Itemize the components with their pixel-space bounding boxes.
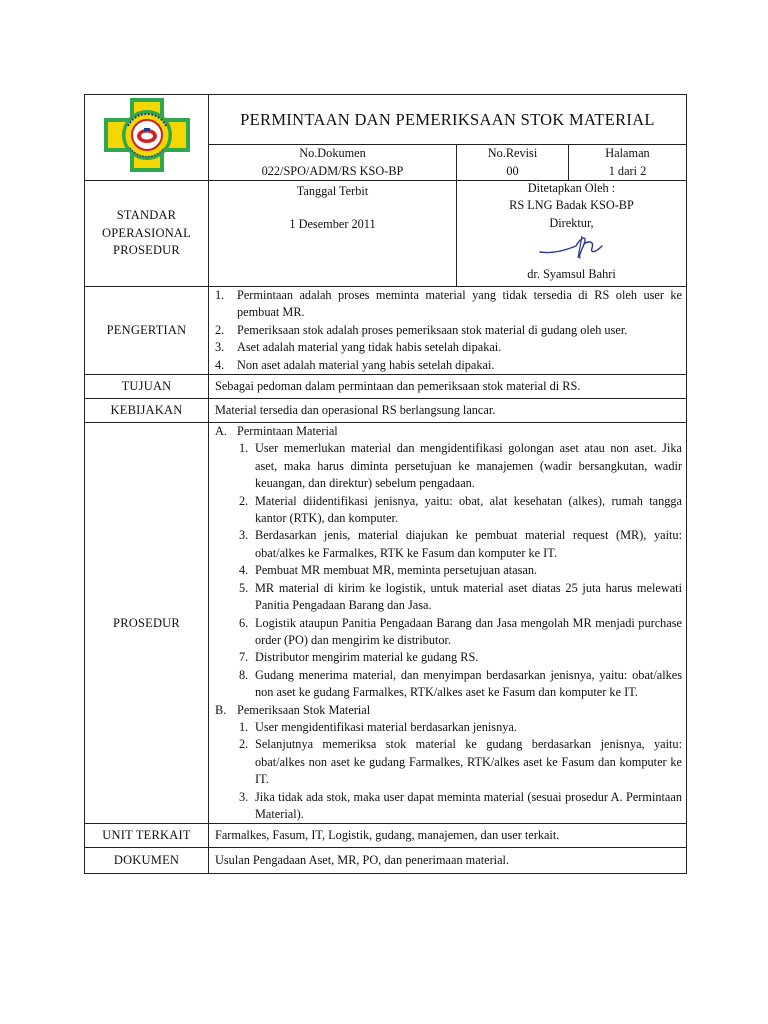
logo-cell [85,95,209,181]
section-a-list [215,440,682,701]
list-number: 2. [239,493,249,508]
list-item [239,440,682,492]
section-title: Pemeriksaan Stok Material [237,702,371,717]
approved-by-label: Ditetapkan Oleh : [527,181,616,195]
sop-table [84,94,687,874]
approved-by-org: RS LNG Badak KSO-BP [509,198,634,213]
dokumen-text: Usulan Pengadaan Aset, MR, PO, dan penerimaan material. [209,848,687,874]
issue-date-value: 1 Desember 2011 [289,217,376,232]
list-number: 1. [239,719,249,734]
approval-cell [457,181,687,287]
signature-icon [532,232,612,262]
list-text: Pembuat MR membuat MR, meminta persetujuan atasan. [255,563,538,578]
list-text: Gudang menerima material, dan menyimpan berdasarkan jenisnya, yaitu: obat/alkes non aset ke gudang Farmalkes, RTK/alkes aset ke Fasum dan komputer ke IT. [255,667,682,700]
section-letter: B. [215,702,227,717]
sop-document [84,94,686,874]
issue-date-cell [209,181,457,287]
list-number: 4. [215,357,225,372]
kebijakan-label: KEBIJAKAN [85,399,209,423]
list-number: 2. [215,322,225,337]
list-number: 6. [239,615,249,630]
hospital-cross-logo-icon [100,96,194,174]
list-item [239,736,682,788]
section-a-heading [215,423,682,440]
tujuan-label: TUJUAN [85,375,209,399]
list-text: Non aset adalah material yang habis setelah dipakai. [237,357,495,372]
kebijakan-text: Material tersedia dan operasional RS berlangsung lancar. [209,399,687,423]
unit-terkait-text: Farmalkes, Fasum, IT, Logistik, gudang, manajemen, dan user terkait. [209,824,687,848]
list-text: User memerlukan material dan mengidentifikasi golongan aset atau non aset. Jika aset, maka harus diminta persetujuan ke manajemen (wadir bersangkutan, wadir keuangan, dan direktur) sebelum pengadaan. [255,441,682,491]
pengertian-content [209,287,687,375]
list-item [239,562,682,579]
revision-value: 00 [506,163,519,178]
document-number-value: 022/SPO/ADM/RS KSO-BP [261,163,404,178]
list-item [215,357,682,374]
document-number-label: No.Dokumen [299,146,366,161]
list-text: Pemeriksaan stok adalah proses pemeriksaan stok material di gudang oleh user. [237,322,628,337]
page-cell [569,145,687,181]
list-item [239,493,682,528]
list-text: Logistik ataupun Panitia Pengadaan Barang dan Jasa mengolah MR menjadi purchase order (PO) dan mengirim ke distributor. [255,615,682,647]
spo-label-line-2: OPERASIONAL [101,225,191,240]
dokumen-label: DOKUMEN [85,848,209,874]
list-number: 3. [215,340,225,355]
pengertian-list [215,287,682,374]
list-item [239,719,682,736]
list-item [239,789,682,824]
list-text: Material diidentifikasi jenisnya, yaitu: obat, alat kesehatan (alkes), rumah tangga kantor (RTK), dan komputer. [255,493,682,526]
list-item [215,339,682,356]
list-text: Selanjutnya memeriksa stok material ke gudang berdasarkan jenisnya, yaitu: obat/alkes non aset ke gudang Farmalkes, RTK/alkes aset ke Fasum dan komputer ke IT. [255,737,682,787]
spo-label [85,181,209,287]
list-item [215,287,682,322]
list-text: Aset adalah material yang tidak habis setelah dipakai. [237,340,502,355]
document-number-cell [209,145,457,181]
list-text: Berdasarkan jenis, material diajukan ke pembuat material request (MR), yaitu: obat/alkes ke Farmalkes, RTK ke Fasum dan komputer ke IT. [255,528,682,560]
list-number: 8. [239,667,249,682]
revision-cell [457,145,569,181]
list-item [239,649,682,666]
section-title: Permintaan Material [237,424,338,439]
list-text: Jika tidak ada stok, maka user dapat meminta material (sesuai prosedur A. Permintaan Material). [255,789,682,821]
prosedur-label: PROSEDUR [85,423,209,824]
unit-terkait-label: UNIT TERKAIT [85,824,209,848]
spo-label-line-3: PROSEDUR [113,243,180,258]
revision-label: No.Revisi [487,146,538,161]
approved-by-title: Direktur, [549,215,594,230]
list-item [215,322,682,339]
page-value: 1 dari 2 [608,163,647,178]
signer-name: dr. Syamsul Bahri [527,267,616,282]
section-b-list [215,719,682,823]
list-number: 7. [239,650,249,665]
list-number: 5. [239,580,249,595]
document-title: PERMINTAAN DAN PEMERIKSAAN STOK MATERIAL [209,95,687,145]
list-text: Permintaan adalah proses meminta material yang tidak tersedia di RS oleh user ke pembuat MR. [237,288,682,320]
list-text: Distributor mengirim material ke gudang RS. [255,650,479,665]
section-b-heading [215,702,682,719]
list-number: 4. [239,563,249,578]
list-item [239,580,682,615]
list-item [239,667,682,702]
list-item [239,527,682,562]
list-number: 1. [239,441,249,456]
list-number: 1. [215,288,225,302]
pengertian-label: PENGERTIAN [85,287,209,375]
list-text: User mengidentifikasi material berdasarkan jenisnya. [255,719,517,734]
spo-label-line-1: STANDAR [116,208,177,223]
page-label: Halaman [605,146,650,161]
issue-date-label: Tanggal Terbit [296,184,369,198]
prosedur-content [209,423,687,824]
list-number: 2. [239,737,249,752]
section-letter: A. [215,424,227,439]
list-number: 3. [239,789,249,804]
list-item [239,615,682,650]
list-number: 3. [239,528,249,543]
tujuan-text: Sebagai pedoman dalam permintaan dan pemeriksaan stok material di RS. [209,375,687,399]
list-text: MR material di kirim ke logistik, untuk material aset diatas 25 juta harus melewati Panitia Pengadaan Barang dan Jasa. [255,580,682,613]
